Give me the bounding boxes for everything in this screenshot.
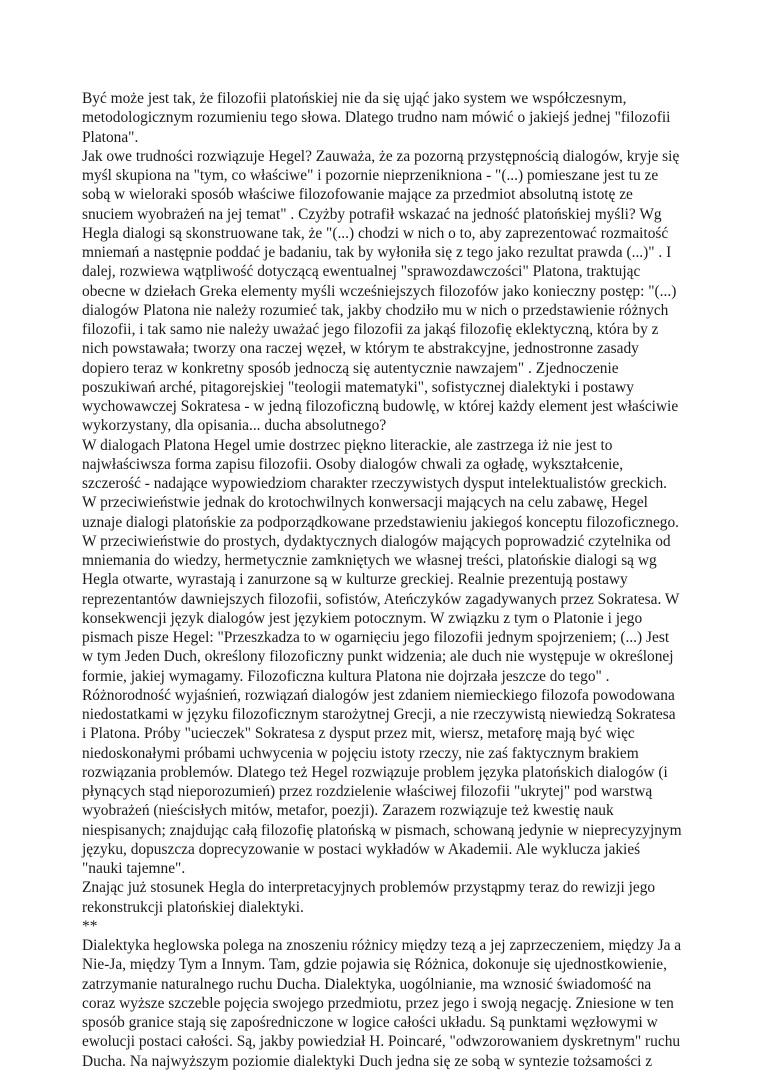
text-line: i Platona. Próby "ucieczek" Sokratesa z dysput przez mit, wiersz, metaforę mają być więc [82, 725, 635, 743]
text-line: mniemań a następnie poddać je badaniu, tak by wyłoniła się z tego jako rezultat prawda (...)" . I [82, 244, 672, 261]
text-line: ** [82, 917, 98, 935]
text-line: "nauki tajemne". [82, 860, 186, 877]
text-line: języku, dopuszcza doprecyzowanie w postaci wykładów w Akademii. Ale wyklucza jakieś [82, 840, 641, 858]
text-line: wykorzystany, dla opisania... ducha absolutnego? [82, 417, 387, 435]
text-line: niedostatkami w języku filozoficznym starożytnej Grecji, a nie rzeczywistą niewiedzą Sokratesa [82, 706, 676, 723]
text-line: Różnorodność wyjaśnień, rozwiązań dialogów jest zdaniem niemieckiego filozofa powodowana [82, 686, 675, 704]
text-line: coraz wyższe szczeble pojęcia swojego przedmiotu, przez jego i swoją negację. Zniesione w ten [82, 994, 674, 1012]
text-line: sobą w wieloraki sposób właściwe filozofowanie mające za przedmiot absolutną istotę ze [82, 186, 633, 204]
text-line: W przeciwieństwie jednak do krotochwilnych konwersacji mających na celu zabawę, Hegel [82, 494, 648, 512]
text-line: pismach pisze Hegel: "Przeszkadza to w ogarnięciu jego filozofii jednym spojrzeniem; (...) Jest [82, 629, 670, 646]
text-line: sposób granice stają się zapośredniczone w logice całości układu. Są punktami węzłowymi w [82, 1014, 658, 1031]
text-line: poszukiwań arché, pitagorejskiej "teologii matematyki", sofistycznej dialektyki i postawy [82, 378, 634, 396]
text-line: dalej, rozwiewa wątpliwość dotyczącą ewentualnej "sprawozdawczości" Platona, traktując [82, 263, 641, 281]
text-line: zatrzymanie naturalnego ruchu Ducha. Dialektyka, uogólnianie, ma wznosić świadomość na [82, 975, 652, 993]
text-line: dialogów Platona nie należy rozumieć tak, jakby chodziło mu w nich o przedstawienie różnych [82, 301, 669, 319]
text-line: uznaje dialogi platońskie za podporządkowane przedstawieniu jakiegoś konceptu filozoficznego. [82, 513, 680, 531]
text-line: Dialektyka heglowska polega na znoszeniu różnicy między tezą a jej zaprzeczeniem, między Ja a [82, 937, 682, 954]
text-line: Jak owe trudności rozwiązuje Hegel? Zauważa, że za pozorną przystępnością dialogów, kryje się [82, 147, 680, 165]
text-line: w tym Jeden Duch, określony filozoficzny punkt widzenia; ale duch nie występuje w określonej [82, 648, 674, 666]
text-line: W dialogach Platona Hegel umie dostrzec piękno literackie, ale zastrzega iż nie jest to [82, 436, 613, 454]
text-line: rozwiązania problemów. Dlatego też Hegel rozwiązuje problem języka platońskich dialogów (i [82, 763, 668, 781]
text-line: Hegla dialogi są skonstruowane tak, że "(...) chodzi w nich o to, aby zaprezentować rozmaitość [82, 224, 669, 242]
document-body [82, 89, 702, 1071]
text-line: Znając już stosunek Hegla do interpretacyjnych problemów przystąpmy teraz do rewizji jego [82, 879, 656, 897]
text-line: mniemania do wiedzy, hermetycznie zamkniętych we własnej treści, platońskie dialogi są wg [82, 552, 657, 569]
text-line: myśl skupiona na "tym, co właściwe" i pozornie nieprzenikniona - "(...) pomieszane jest tu ze [82, 167, 659, 184]
text-line: najwłaściwsza forma zapisu filozofii. Osoby dialogów chwali za ogładę, wykształcenie, [82, 455, 624, 473]
text-line: niespisanych; znajdując całą filozofię platońską w pismach, schowaną jedynie w nieprecyzyjnym [82, 821, 682, 839]
text-line: snuciem wyobrażeń na jej temat" . Czyżby potrafił wskazać na jedność platońskiej myśli? Wg [82, 205, 662, 223]
text-line: rekonstrukcji platońskiej dialektyki. [82, 898, 304, 916]
text-line: W przeciwieństwie do prostych, dydaktycznych dialogów mających poprowadzić czytelnika od [82, 532, 671, 550]
text-line: reprezentantów dawniejszych filozofii, sofistów, Ateńczyków zagadywanych przez Sokratesa. W [82, 590, 680, 608]
text-line: Hegla otwarte, wyrastają i zanurzone są w kulturze greckiej. Realnie prezentują postawy [82, 571, 628, 589]
text-line: Nie-Ja, między Tym a Innym. Tam, gdzie pojawia się Różnica, dokonuje się ujednostkowienie, [82, 956, 667, 974]
text-line: metodologicznym rozumieniu tego słowa. Dlatego trudno nam mówić o jakiejś jednej "filozofii [82, 109, 671, 127]
text-line: konsekwencji język dialogów jest językiem potocznym. W związku z tym o Platonie i jego [82, 609, 643, 627]
text-line: wychowawczej Sokratesa - w jedną filozoficzną budowlę, w której każdy element jest właściwie [82, 398, 679, 415]
text-line: formie, jakiej wymagamy. Filozoficzna kultura Platona nie dojrzała jeszcze do tego" . [82, 667, 610, 685]
text-line: wyobrażeń (nieścisłych mitów, metafor, poezji). Zarazem rozwiązuje też kwestię nauk [82, 802, 614, 820]
text-line: Być może jest tak, że filozofii platońskiej nie da się ująć jako system we współczesnym, [82, 90, 627, 107]
text-line: szczerość - nadające wypowiedziom charakter rzeczywistych dysput intelektualistów greckich. [82, 475, 668, 492]
text-line: obecne w dziełach Greka elementy myśli wcześniejszych filozofów jako konieczny postęp: "(...) [82, 282, 677, 300]
text-line: Platona". [82, 128, 139, 146]
text-line: płynących stąd nieporozumień) przez rozdzielenie właściwej filozofii "ukrytej" pod warstwą [82, 783, 653, 800]
text-line: nich powstawała; tworzy ona raczej węzeł, w którym te abstrakcyjne, jednostronne zasady [82, 340, 639, 358]
text-line: dopiero teraz w konkretny sposób jednoczą się autentycznie nawzajem" . Zjednoczenie [82, 359, 619, 377]
text-line: ewolucji postaci całości. Są, jakby powiedział H. Poincaré, "odwzorowaniem dyskretnym" ruchu [82, 1033, 681, 1051]
text-line: filozofii, i tak samo nie należy uważać jego filozofii za jakąś filozofię eklektyczną, która by z [82, 321, 659, 338]
text-line: niedoskonałymi próbami uchwycenia w pojęciu istoty rzeczy, nie zaś faktycznym brakiem [82, 744, 639, 762]
text-line: Ducha. Na najwyższym poziomie dialektyki Duch jedna się ze sobą w syntezie tożsamości z [82, 1052, 653, 1070]
